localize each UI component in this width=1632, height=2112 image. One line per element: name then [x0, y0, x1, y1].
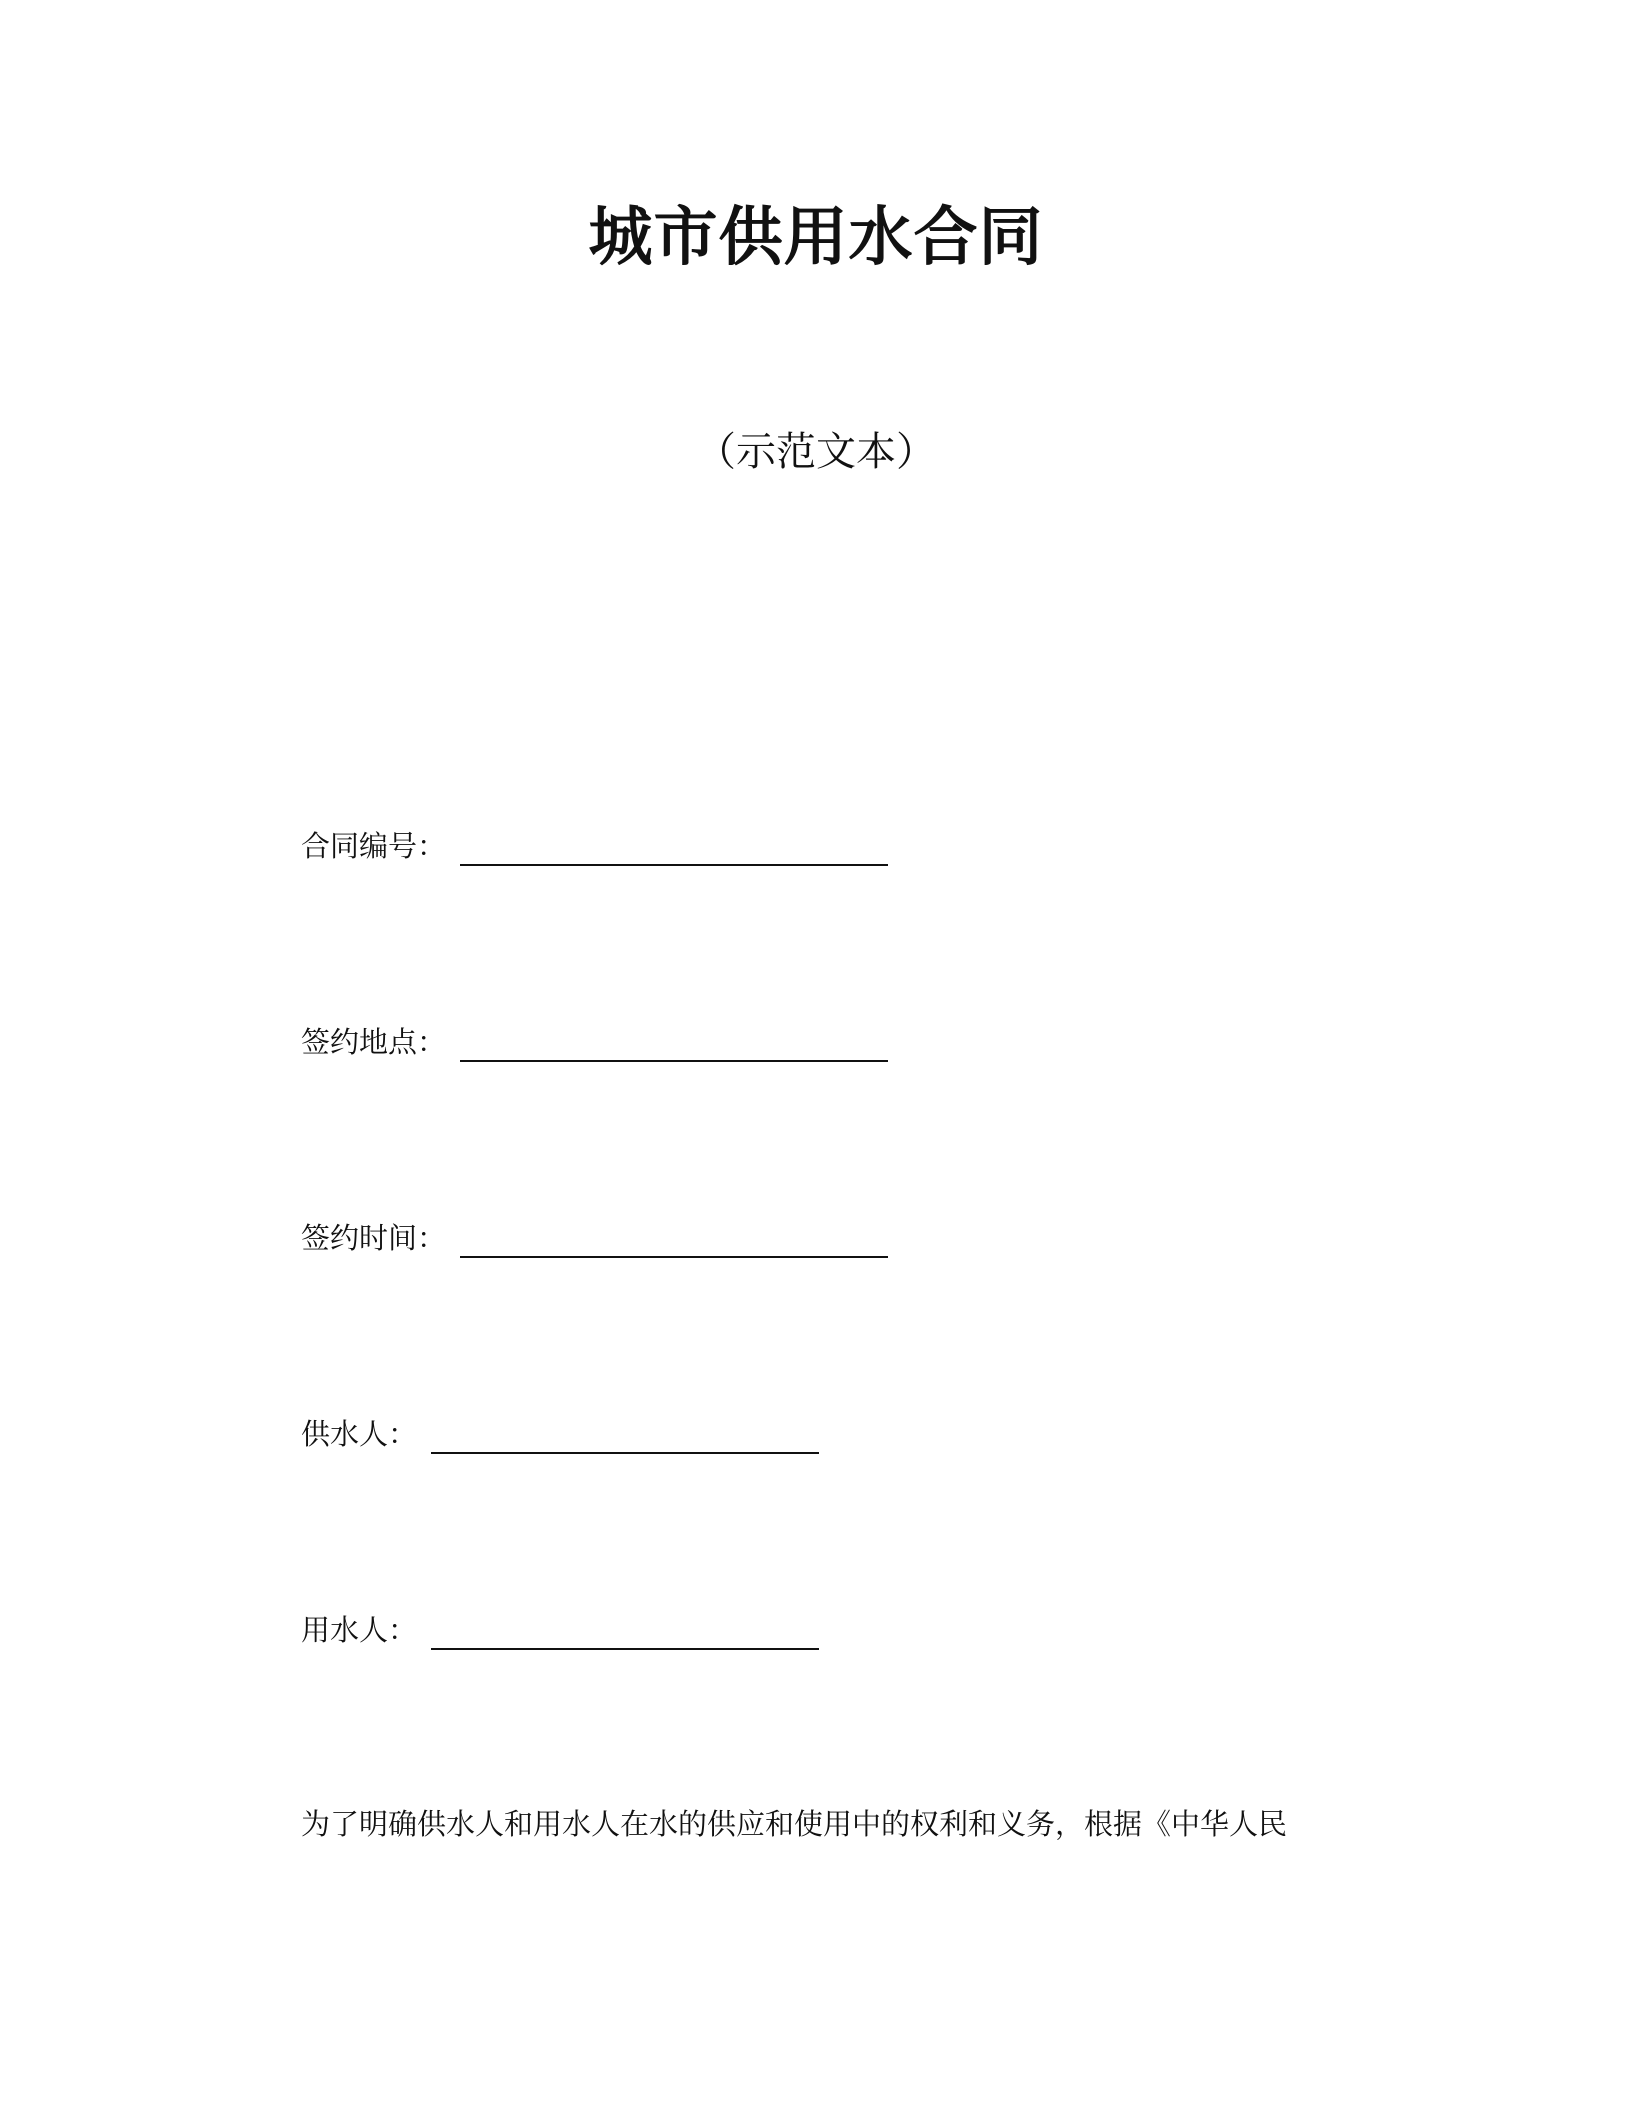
body-paragraph: 为了明确供水人和用水人在水的供应和使用中的权利和义务，根据《中华人民 — [301, 1807, 1288, 1841]
water-user-blank — [431, 1618, 819, 1650]
contract-number-label: 合同编号： — [301, 828, 447, 863]
signing-time-label: 签约时间： — [301, 1220, 447, 1255]
contract-number-field — [301, 818, 888, 870]
signing-time-field — [301, 1210, 888, 1262]
signing-time-blank — [460, 1226, 888, 1258]
contract-number-blank — [460, 834, 888, 866]
document-subtitle: （示范文本） — [696, 429, 936, 475]
water-user-label: 用水人： — [301, 1612, 418, 1647]
signing-place-label: 签约地点： — [301, 1024, 447, 1059]
water-supplier-field — [301, 1406, 819, 1458]
signing-place-field — [301, 1014, 888, 1066]
document-title: 城市供用水合同 — [588, 201, 1044, 275]
water-supplier-blank — [431, 1422, 819, 1454]
water-supplier-label: 供水人： — [301, 1416, 418, 1451]
signing-place-blank — [460, 1030, 888, 1062]
water-user-field — [301, 1602, 819, 1654]
